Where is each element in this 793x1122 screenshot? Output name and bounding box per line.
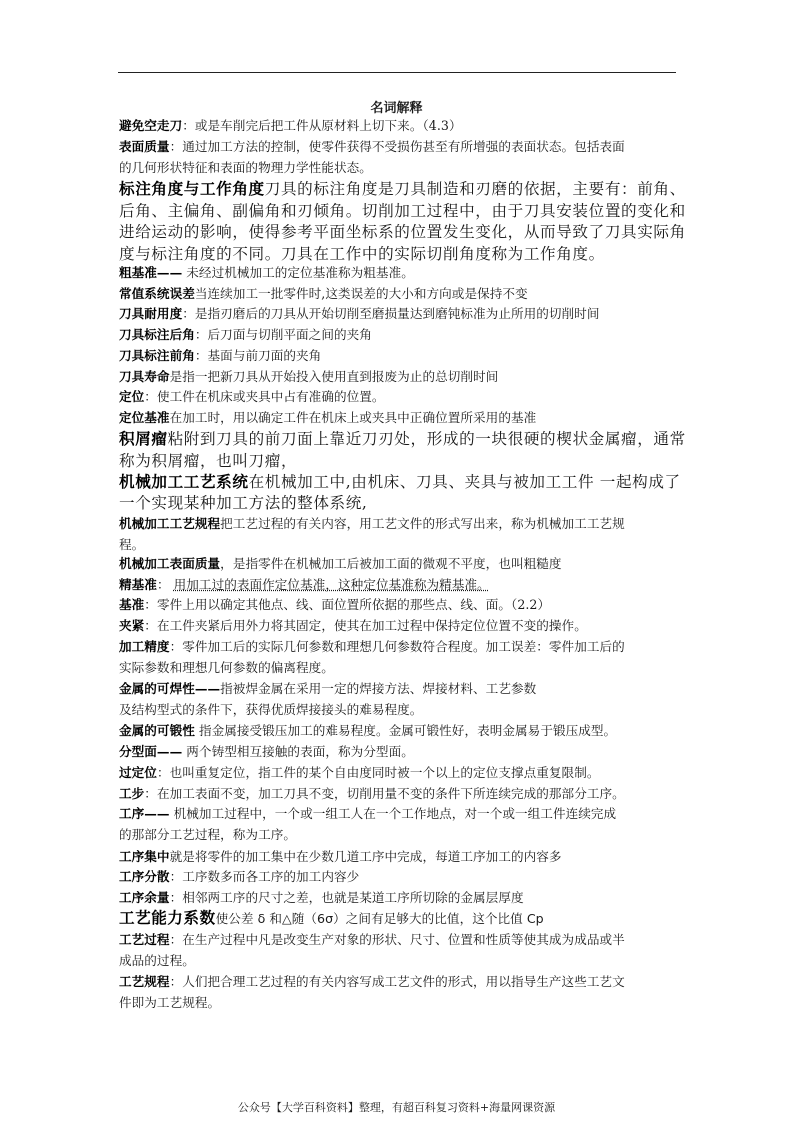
separator: ： <box>144 786 157 801</box>
term: 机械加工工艺系统 <box>119 473 249 491</box>
separator: ： <box>169 869 183 884</box>
separator: ： <box>156 577 174 592</box>
definition: 是指刃磨后的刀具从开始切削至磨损量达到磨钝标准为止所用的切削时间 <box>194 306 600 321</box>
separator: ： <box>156 765 170 780</box>
header-rule <box>118 72 676 73</box>
entry-marked-working-angle-cont: 进给运动的影响，使得参考平面坐标系的位置发生变化，从而导致了刀具实际角 <box>119 223 686 241</box>
entry-clamping <box>119 617 679 635</box>
term: 避免空走刀 <box>119 118 183 133</box>
entry-machining-process-spec-cont: 程。 <box>119 537 145 552</box>
entry-forgeability <box>119 722 679 740</box>
entry-machining-process-spec <box>119 515 679 533</box>
term: 标注角度与工作角度 <box>119 180 265 198</box>
definition: 零件上用以确定其他点、线、面位置所依据的那些点、线、面。（2.2） <box>156 597 551 612</box>
entry-tool-life <box>119 368 679 386</box>
definition: 基面与前刀面的夹角 <box>207 348 322 363</box>
definition: 当连续加工一批零件时,这类误差的大小和方向或是保持不变 <box>194 286 528 301</box>
term: 工序—— <box>119 806 170 821</box>
entry-machining-process-system <box>119 472 679 492</box>
definition: 或是车削完后把工件从原材料上切下来。（4.3） <box>194 118 462 133</box>
term: 分型面—— <box>119 744 183 759</box>
entry-marked-working-angle-cont: 后角、主偏角、副偏角和刃倾角。切削加工过程中，由于刀具安装位置的变化和 <box>119 202 686 220</box>
term: 工步 <box>119 786 145 801</box>
definition: 就是将零件的加工集中在少数几道工序中完成，每道工序加工的内容多 <box>169 849 562 864</box>
entry-tool-rake-angle <box>119 347 679 365</box>
entry-weldability <box>119 680 679 698</box>
definition: 粘附到刀具的前刀面上靠近刀刃处，形成的一块很硬的楔状金属瘤，通常 <box>167 430 686 448</box>
term: 工艺规程 <box>119 974 170 989</box>
entry-process-cont: 成品的过程。 <box>119 953 195 968</box>
entry-tool-clearance-angle <box>119 326 679 344</box>
term: 过定位 <box>119 765 157 780</box>
term: 工序分散 <box>119 869 170 884</box>
term: 定位 <box>119 389 145 404</box>
term: 工序集中 <box>119 849 170 864</box>
definition: 指金属接受锻压加工的难易程度。金属可锻性好，表明金属易于锻压成型。 <box>198 723 617 738</box>
definition: 相邻两工序的尺寸之差，也就是某道工序所切除的金属层厚度 <box>182 890 524 905</box>
entry-process-spec <box>119 973 679 991</box>
definition: 刀具的标注角度是刀具制造和刃磨的依据，主要有：前角、 <box>264 180 686 198</box>
term: 金属的可锻性 <box>119 723 195 738</box>
term: 刀具耐用度 <box>119 306 183 321</box>
entry-positioning <box>119 388 679 406</box>
separator: ： <box>144 597 157 612</box>
separator: ： <box>144 389 157 404</box>
separator: ： <box>169 932 183 947</box>
entry-rough-datum <box>119 264 679 282</box>
definition: 使公差 δ 和△随（6σ）之间有足够大的比值，这个比值 Cp <box>215 911 544 926</box>
definition: 两个铸型相互接触的表面，称为分型面。 <box>186 744 414 759</box>
entry-constant-systematic-error <box>119 285 679 303</box>
definition: 在加工表面不变，加工刀具不变，切削用量不变的条件下所连续完成的那部分工序。 <box>156 786 625 801</box>
definition: 用加工过的表面作定位基准，这种定位基准称为精基准。 <box>173 577 490 592</box>
separator: ： <box>144 618 157 633</box>
entry-operation-allowance <box>119 889 679 907</box>
entry-surface-quality-cont: 的几何形状特征和表面的物理力学性能状态。 <box>119 160 372 175</box>
entry-parting-surface <box>119 743 679 761</box>
separator: ： <box>169 639 183 654</box>
term: 定位基准 <box>119 410 170 425</box>
definition: 指被焊金属在采用一定的焊接方法、焊接材料、工艺参数 <box>220 681 537 696</box>
definition: 是指零件在机械加工后被加工面的微观不平度，也叫粗糙度 <box>232 556 562 571</box>
entry-process-spec-cont: 件即为工艺规程。 <box>119 995 221 1010</box>
definition: 在生产过程中凡是改变生产对象的形状、尺寸、位置和性质等使其成为成品或半 <box>182 932 625 947</box>
entry-machining-accuracy <box>119 638 679 656</box>
term: 积屑瘤 <box>119 430 168 448</box>
separator: ： <box>182 118 195 133</box>
entry-over-positioning <box>119 764 679 782</box>
entry-machined-surface-quality <box>119 555 679 573</box>
entry-machining-accuracy-cont: 实际参数和理想几何参数的偏离程度。 <box>119 660 334 675</box>
definition: 使工件在机床或夹具中占有准确的位置。 <box>156 389 385 404</box>
definition: 是指一把新刀具从开始投入使用直到报废为止的总切削时间 <box>169 369 499 384</box>
entry-tool-durability <box>119 305 679 323</box>
definition: 零件加工后的实际几何参数和理想几何参数符合程度。加工误差：零件加工后的 <box>182 639 625 654</box>
entry-operation <box>119 805 679 823</box>
entry-built-up-edge <box>119 429 686 449</box>
definition: 工序数多而各工序的加工内容少 <box>182 869 360 884</box>
separator: ： <box>194 327 208 342</box>
separator: ： <box>182 306 195 321</box>
term: 刀具标注前角 <box>119 348 195 363</box>
separator: ： <box>169 139 183 154</box>
entry-operation-dispersion <box>119 868 679 886</box>
term: 加工精度 <box>119 639 170 654</box>
term: 精基准 <box>119 577 157 592</box>
definition: 把工艺过程的有关内容，用工艺文件的形式写出来，称为机械加工工艺规 <box>220 516 625 531</box>
term: 粗基准—— <box>119 265 183 280</box>
term: 机械加工表面质量 <box>119 556 221 571</box>
entry-operation-cont: 的那部分工艺过程，称为工序。 <box>119 827 297 842</box>
term: 工艺过程 <box>119 932 170 947</box>
separator: ： <box>194 348 208 363</box>
entry-surface-quality <box>119 138 679 156</box>
entry-datum <box>119 596 679 614</box>
term: 工艺能力系数 <box>119 909 216 927</box>
entry-weldability-cont: 及结构型式的条件下，获得优质焊接接头的难易程度。 <box>119 702 423 717</box>
definition: 在机械加工中,由机床、刀具、夹具与被加工工件 一起构成了 <box>248 473 681 491</box>
entry-process-capability-index <box>119 909 679 928</box>
entry-operation-concentration <box>119 848 679 866</box>
separator: ， <box>220 556 233 571</box>
definition: 未经过机械加工的定位基准称为粗基准。 <box>186 265 414 280</box>
entry-fine-datum <box>119 576 679 594</box>
term: 基准 <box>119 597 145 612</box>
entry-built-up-edge-cont: 称为积屑瘤，也叫刀瘤， <box>119 452 298 470</box>
definition: 在加工时，用以确定工件在机床上或夹具中正确位置所采用的基准 <box>169 410 537 425</box>
definition: 人们把合理工艺过程的有关内容写成工艺文件的形式，用以指导生产这些工艺文 <box>182 974 625 989</box>
term: 表面质量 <box>119 139 170 154</box>
footer-note: 公众号【大学百科资料】整理，有超百科复习资料+海量网课资源 <box>237 1101 556 1114</box>
term: 工序余量 <box>119 890 170 905</box>
entry-process <box>119 931 679 949</box>
entry-marked-working-angle <box>119 179 686 199</box>
term: 机械加工工艺规程 <box>119 516 221 531</box>
separator: ： <box>169 890 183 905</box>
definition: 在工件夹紧后用外力将其固定，使其在加工过程中保持定位位置不变的操作。 <box>156 618 587 633</box>
entry-work-step <box>119 785 679 803</box>
term: 常值系统误差 <box>119 286 195 301</box>
term: 金属的可焊性—— <box>119 681 221 696</box>
term: 刀具标注后角 <box>119 327 195 342</box>
term: 夹紧 <box>119 618 145 633</box>
entry-positioning-datum <box>119 409 679 427</box>
entry-avoid-idle-cut <box>119 117 679 135</box>
term: 刀具寿命 <box>119 369 170 384</box>
definition: 后刀面与切削平面之间的夹角 <box>207 327 372 342</box>
entry-machining-process-system-cont: 一个实现某种加工方法的整体系统, <box>119 494 368 512</box>
page-title: 名词解释 <box>370 101 423 116</box>
definition: 也叫重复定位，指工件的某个自由度同时被一个以上的定位支撑点重复限制。 <box>169 765 600 780</box>
definition: 通过加工方法的控制，使零件获得不受损伤甚至有所增强的表面状态。包括表面 <box>182 139 625 154</box>
separator: ： <box>169 974 183 989</box>
definition: 机械加工过程中，一个或一组工人在一个工作地点，对一个或一组工件连续完成 <box>173 806 617 821</box>
entry-marked-working-angle-cont: 度与标注角度的不同。刀具在工作中的实际切削角度称为工作角度。 <box>119 245 605 263</box>
